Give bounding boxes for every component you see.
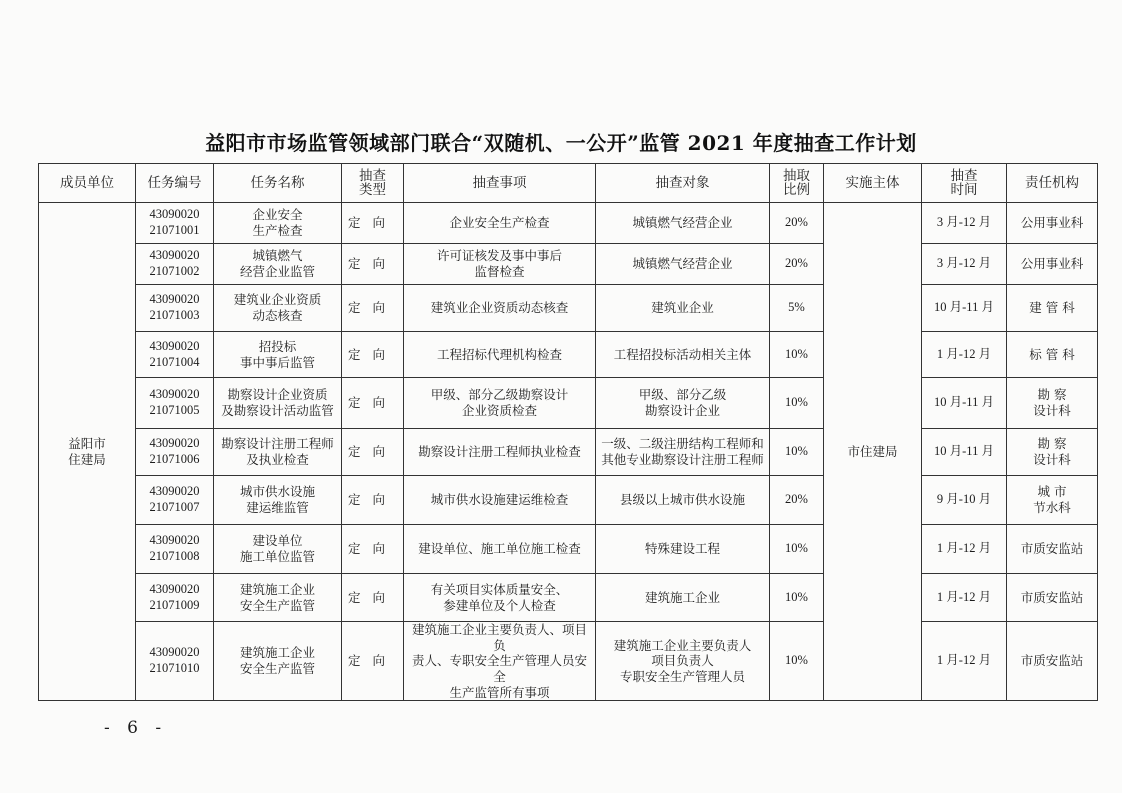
check-item-cell: [404, 525, 596, 574]
check-object-cell: [596, 244, 770, 285]
task-name-cell-line: 招投标: [258, 338, 297, 354]
check-item-cell-line: 参建单位及个人检查: [443, 597, 556, 613]
header-check-item: 抽查事项: [404, 164, 596, 203]
header-check-time: [922, 164, 1007, 203]
check-item-cell: [404, 332, 596, 378]
check-type-cell: 定向: [342, 244, 404, 285]
header-ratio-line-2: 比例: [783, 182, 810, 198]
responsible-agency-cell-line: 勘 察: [1037, 387, 1067, 403]
responsible-agency-cell: [1007, 332, 1098, 378]
task-code-cell: [136, 244, 214, 285]
check-object-cell-line: 项目负责人: [651, 653, 714, 669]
check-time-cell: 10 月-11 月: [922, 285, 1007, 332]
check-item-cell-line: 城市供水设施建运维检查: [430, 492, 569, 508]
responsible-agency-cell: [1007, 203, 1098, 244]
table-body: [39, 203, 1098, 701]
task-code-cell: [136, 429, 214, 476]
check-type-cell: 定向: [342, 378, 404, 429]
task-code-cell-line: 43090020: [149, 533, 200, 548]
task-code-cell: [136, 574, 214, 622]
task-code-cell-line: 21071004: [149, 354, 200, 369]
check-object-cell: [596, 378, 770, 429]
check-time-cell: 3 月-12 月: [922, 244, 1007, 285]
check-object-cell: [596, 622, 770, 701]
task-code-cell-line: 43090020: [149, 484, 200, 499]
responsible-agency-cell: [1007, 622, 1098, 701]
task-code-cell: [136, 622, 214, 701]
member-unit-cell: [39, 203, 136, 701]
responsible-agency-cell-line: 市质安监站: [1020, 541, 1084, 557]
inspection-plan-table: [38, 163, 1098, 701]
check-item-cell-line: 责人、专职安全生产管理人员安全: [411, 653, 587, 684]
table-row: [39, 332, 1098, 378]
sample-ratio-cell: 20%: [770, 203, 824, 244]
task-code-cell-line: 21071003: [149, 308, 200, 322]
header-check-type: [342, 164, 404, 203]
check-item-cell-line: 许可证核发及事中事后: [436, 248, 562, 264]
check-item-cell: [404, 622, 596, 701]
responsible-agency-cell-line: 市质安监站: [1020, 653, 1084, 669]
check-object-cell-line: 甲级、部分乙级: [638, 387, 727, 403]
sample-ratio-cell: 20%: [770, 244, 824, 285]
implementer-cell: 市住建局: [824, 203, 922, 701]
check-item-cell: [404, 244, 596, 285]
responsible-agency-cell: [1007, 574, 1098, 622]
task-name-cell-line: 经营企业监管: [239, 264, 315, 279]
task-name-cell-line: 建筑业企业资质: [233, 292, 322, 308]
task-name-cell-line: 城市供水设施: [239, 484, 315, 500]
check-type-cell: 定向: [342, 574, 404, 622]
responsible-agency-cell-line: 城 市: [1037, 484, 1067, 500]
check-item-cell-line: 监督检查: [474, 264, 525, 279]
table-row: [39, 378, 1098, 429]
page-number: - 6 -: [104, 718, 168, 738]
task-code-cell: [136, 285, 214, 332]
responsible-agency-cell-line: 设计科: [1033, 452, 1071, 467]
task-name-cell-line: 生产检查: [252, 223, 303, 238]
check-item-cell-line: 勘察设计注册工程师执业检查: [418, 444, 581, 460]
sample-ratio-cell: 5%: [770, 285, 824, 332]
task-code-cell-line: 43090020: [149, 436, 200, 451]
check-item-cell-line: 建筑业企业资质动态核查: [430, 300, 569, 316]
check-item-cell-line: 有关项目实体质量安全、: [430, 581, 569, 597]
sample-ratio-cell: 10%: [770, 525, 824, 574]
task-name-cell-line: 建筑施工企业: [239, 645, 315, 661]
check-type-cell: 定向: [342, 332, 404, 378]
check-object-cell-line: 县级以上城市供水设施: [619, 492, 745, 508]
header-time-line-1: 抽查: [950, 167, 978, 184]
check-item-cell-line: 企业安全生产检查: [449, 215, 550, 231]
table-row: [39, 622, 1098, 701]
sample-ratio-cell: 20%: [770, 476, 824, 525]
check-time-cell: 1 月-12 月: [922, 574, 1007, 622]
check-object-cell: [596, 476, 770, 525]
check-item-cell-line: 甲级、部分乙级勘察设计: [430, 387, 569, 403]
check-type-cell: 定向: [342, 285, 404, 332]
task-code-cell-line: 21071001: [149, 223, 200, 237]
task-code-cell-line: 21071002: [149, 264, 200, 278]
table-row: [39, 574, 1098, 622]
header-member-unit: 成员单位: [39, 164, 136, 203]
task-code-cell-line: 43090020: [149, 645, 200, 660]
responsible-agency-cell-line: 节水科: [1033, 500, 1071, 515]
check-type-cell: 定向: [342, 525, 404, 574]
header-task-code: 任务编号: [136, 164, 214, 203]
check-item-cell-line: 企业资质检查: [461, 403, 537, 418]
check-time-cell: 9 月-10 月: [922, 476, 1007, 525]
task-code-cell: [136, 203, 214, 244]
check-object-cell: [596, 525, 770, 574]
task-name-cell-line: 事中事后监管: [239, 354, 315, 370]
task-name-cell: [214, 378, 342, 429]
sample-ratio-cell: 10%: [770, 574, 824, 622]
check-item-cell-line: 建筑施工企业主要负责人、项目负: [411, 622, 587, 653]
check-time-cell: 1 月-12 月: [922, 332, 1007, 378]
check-object-cell-line: 工程招投标活动相关主体: [613, 346, 752, 362]
page-title: 益阳市市场监管领域部门联合“双随机、一公开”监管 2021 年度抽查工作计划: [205, 131, 917, 155]
check-item-cell: [404, 429, 596, 476]
header-time-line-2: 时间: [950, 182, 978, 198]
responsible-agency-cell: [1007, 285, 1098, 332]
check-object-cell-line: 勘察设计企业: [644, 403, 720, 418]
check-time-cell: 1 月-12 月: [922, 525, 1007, 574]
task-code-cell: [136, 332, 214, 378]
check-object-cell-line: 城镇燃气经营企业: [632, 215, 733, 231]
header-ratio-line-1: 抽取: [783, 167, 810, 184]
task-name-cell: [214, 203, 342, 244]
task-name-cell-line: 安全生产监管: [239, 597, 315, 613]
task-code-cell-line: 21071007: [149, 500, 200, 514]
task-code-cell-line: 21071008: [149, 549, 200, 563]
check-object-cell: [596, 203, 770, 244]
responsible-agency-cell-line: 公用事业科: [1020, 256, 1084, 272]
task-code-cell-line: 43090020: [149, 338, 200, 353]
check-object-cell-line: 建筑施工企业: [644, 589, 720, 605]
responsible-agency-cell-line: 勘 察: [1037, 436, 1067, 452]
task-name-cell-line: 勘察设计企业资质: [227, 387, 328, 403]
task-code-cell-line: 43090020: [149, 387, 200, 402]
task-name-cell-line: 及勘察设计活动监管: [221, 403, 334, 418]
header-implementer: 实施主体: [824, 164, 922, 203]
check-object-cell-line: 建筑施工企业主要负责人: [613, 637, 752, 653]
responsible-agency-cell: [1007, 378, 1098, 429]
check-object-cell-line: 特殊建设工程: [644, 541, 720, 557]
check-time-cell: 1 月-12 月: [922, 622, 1007, 701]
member-unit-cell-line: 住建局: [68, 451, 106, 467]
header-sample-ratio: [770, 164, 824, 203]
task-code-cell: [136, 525, 214, 574]
check-object-cell: [596, 332, 770, 378]
task-name-cell: [214, 244, 342, 285]
check-type-cell: 定向: [342, 203, 404, 244]
check-item-cell: [404, 203, 596, 244]
check-time-cell: 10 月-11 月: [922, 429, 1007, 476]
task-name-cell-line: 动态核查: [252, 308, 303, 323]
check-object-cell-line: 建筑业企业: [651, 300, 714, 316]
task-code-cell-line: 21071010: [149, 661, 200, 676]
task-name-cell: [214, 574, 342, 622]
task-name-cell: [214, 476, 342, 525]
sample-ratio-cell: 10%: [770, 332, 824, 378]
responsible-agency-cell: [1007, 476, 1098, 525]
check-type-cell: 定向: [342, 622, 404, 701]
responsible-agency-cell: [1007, 244, 1098, 285]
responsible-agency-cell-line: 市质安监站: [1020, 589, 1084, 605]
task-code-cell: [136, 378, 214, 429]
check-item-cell: [404, 285, 596, 332]
responsible-agency-cell: [1007, 429, 1098, 476]
check-item-cell-line: 建设单位、施工单位施工检查: [418, 541, 581, 557]
table-row: [39, 285, 1098, 332]
check-type-cell: 定向: [342, 429, 404, 476]
task-name-cell: [214, 622, 342, 701]
task-code-cell-line: 43090020: [149, 248, 200, 263]
header-check-type-line-1: 抽查: [359, 167, 386, 184]
responsible-agency-cell: [1007, 525, 1098, 574]
task-name-cell-line: 企业安全: [252, 207, 303, 223]
check-time-cell: 3 月-12 月: [922, 203, 1007, 244]
check-item-cell: [404, 574, 596, 622]
header-check-type-line-2: 类型: [359, 182, 386, 198]
check-item-cell: [404, 476, 596, 525]
task-name-cell-line: 及执业检查: [246, 452, 309, 467]
task-name-cell-line: 安全生产监管: [239, 661, 315, 677]
header-responsible-agency: 责任机构: [1007, 164, 1098, 203]
table-row: [39, 203, 1098, 244]
task-name-cell-line: 勘察设计注册工程师: [221, 436, 334, 452]
responsible-agency-cell-line: 设计科: [1033, 403, 1071, 418]
header-task-name: 任务名称: [214, 164, 342, 203]
task-name-cell-line: 城镇燃气: [252, 248, 303, 264]
check-object-cell-line: 一级、二级注册结构工程师和: [601, 436, 764, 452]
table-row: [39, 525, 1098, 574]
task-name-cell: [214, 525, 342, 574]
task-name-cell-line: 施工单位监管: [239, 549, 315, 564]
responsible-agency-cell-line: 标 管 科: [1029, 346, 1075, 362]
task-code-cell-line: 43090020: [149, 581, 200, 596]
task-code-cell-line: 21071006: [149, 452, 200, 466]
sample-ratio-cell: 10%: [770, 622, 824, 701]
task-name-cell: [214, 285, 342, 332]
responsible-agency-cell-line: 公用事业科: [1020, 215, 1084, 231]
sample-ratio-cell: 10%: [770, 378, 824, 429]
check-object-cell-line: 专职安全生产管理人员: [619, 668, 745, 684]
task-code-cell-line: 21071005: [149, 403, 200, 417]
header-check-object: 抽查对象: [596, 164, 770, 203]
task-name-cell: [214, 429, 342, 476]
check-object-cell-line: 其他专业勘察设计注册工程师: [601, 452, 764, 467]
check-object-cell-line: 城镇燃气经营企业: [632, 256, 733, 272]
task-name-cell-line: 建运维监管: [246, 500, 309, 515]
check-time-cell: 10 月-11 月: [922, 378, 1007, 429]
table-row: [39, 244, 1098, 285]
check-object-cell: [596, 285, 770, 332]
table-row: [39, 476, 1098, 525]
check-item-cell-line: 生产监管所有事项: [449, 684, 550, 700]
table-header-row: [39, 164, 1098, 203]
check-type-cell: 定向: [342, 476, 404, 525]
task-code-cell: [136, 476, 214, 525]
check-item-cell: [404, 378, 596, 429]
task-name-cell-line: 建筑施工企业: [239, 581, 315, 597]
task-code-cell-line: 21071009: [149, 597, 200, 612]
table-row: [39, 429, 1098, 476]
task-name-cell-line: 建设单位: [252, 533, 303, 549]
check-object-cell: [596, 574, 770, 622]
task-code-cell-line: 43090020: [149, 207, 200, 222]
sample-ratio-cell: 10%: [770, 429, 824, 476]
task-code-cell-line: 43090020: [149, 292, 200, 307]
check-object-cell: [596, 429, 770, 476]
member-unit-cell-line: 益阳市: [68, 435, 106, 451]
responsible-agency-cell-line: 建 管 科: [1029, 300, 1075, 316]
check-item-cell-line: 工程招标代理机构检查: [436, 346, 562, 362]
task-name-cell: [214, 332, 342, 378]
